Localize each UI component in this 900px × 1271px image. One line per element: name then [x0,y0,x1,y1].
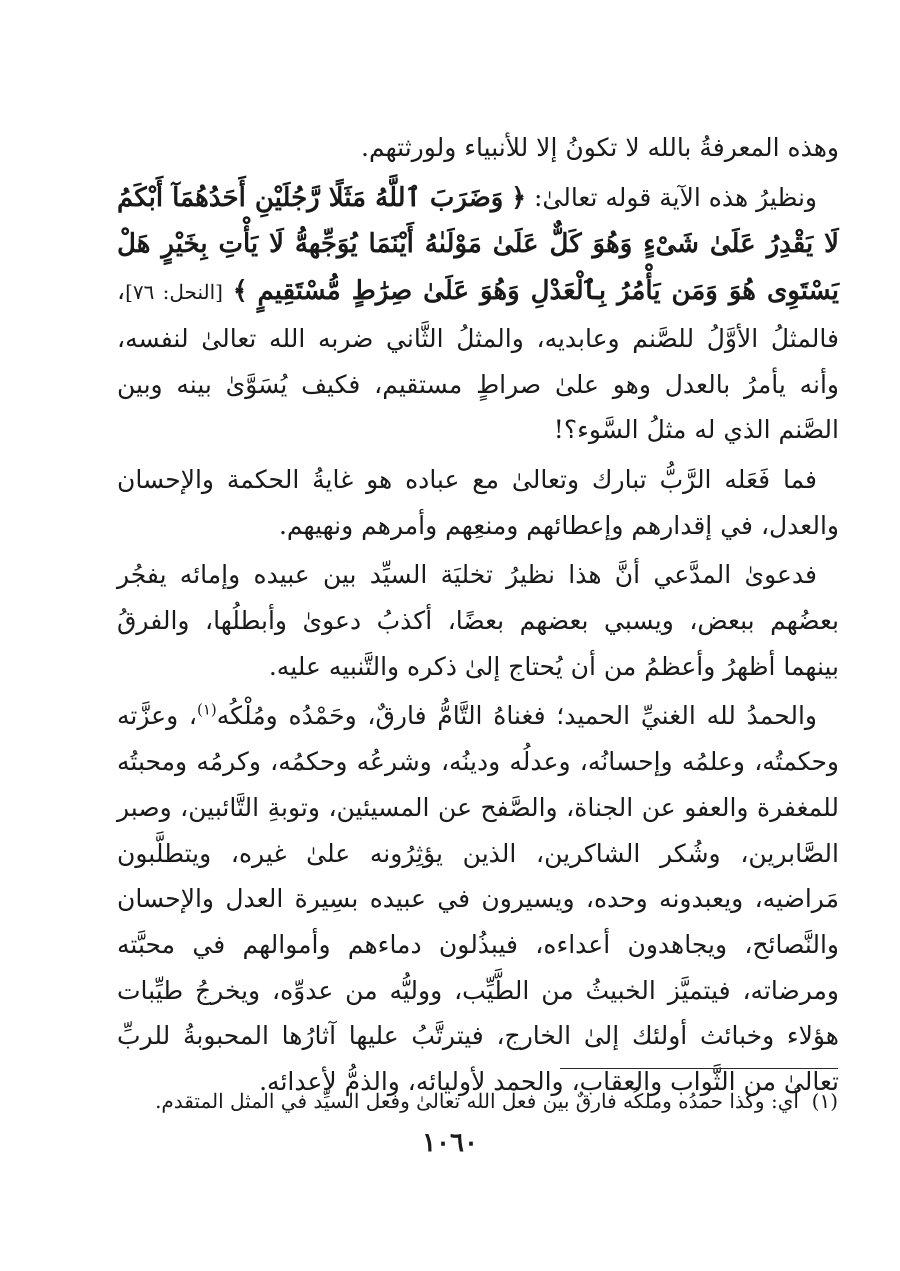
quran-verse: وَضَرَبَ ٱللَّهُ مَثَلًا رَّجُلَيْنِ أَحَدُهُمَآ أَبْكَمُ لَا يَقْدِرُ عَلَىٰ شَىْءٍ وَهُوَ كَلٌّ عَلَىٰ مَوْلَىٰهُ أَيْنَمَا يُوَجِّههُّ لَا يَأْتِ بِخَيْرٍ هَلْ يَسْتَوِى هُوَ وَمَن يَأْمُرُ بِٱلْعَدْلِ وَهُوَ عَلَىٰ صِرَٰطٍ مُّسْتَقِيمٍ [117,182,840,307]
page-number: ١٠٦٠ [422,1128,478,1158]
verse-citation: [النحل: ٧٦] [125,280,223,305]
paragraph-2-rest: ، فالمثلُ الأوَّلُ للصَّنم وعابديه، والمثلُ الثَّاني ضربه الله تعالىٰ لنفسه، وأنه يأمرُ بالعدل وهو علىٰ صراطٍ مستقيم، فكيف يُسَوَّىٰ بينه وبين الصَّنم الذي له مثلُ السَّوء؟! [117,276,839,445]
paragraph-4: فدعوىٰ المدَّعي أنَّ هذا نظيرُ تخليَة السيِّد بين عبيده وإمائه يفجُر بعضُهم ببعض، ويسبي بعضهم بعضًا، أكذبُ دعوىٰ وأبطلُها، والفرقُ بينهما أظهرُ وأعظمُ من أن يُحتاج إلىٰ ذكره والتَّنبيه عليه. [117,560,839,681]
paragraph-5-rest: ، وعزَّته وحكمتُه، وعلمُه وإحسانُه، وعدلُه ودينُه، وشرعُه وحكمُه، وكرمُه ومحبتُه للمغفرة والعفو عن الجناة، والصَّفح عن المسيئين، وتوبةِ التَّائبين، وصبر الصَّابرين، وشُكر الشاكرين، الذين يؤثِرُونه علىٰ غيره، ويتطلَّبون مَراضيه، ويعبدونه وحده، ويسيرون في عبيده بسِيرة العدل والإحسان والنَّصائح، ويجاهدون أعداءه، فيبذُلون دماءهم وأموالهم في محبَّته ومرضاته، فيتميَّز الخبيثُ من الطَّيِّب، ووليُّه من عدوِّه، ويخرجُ طيِّبات هؤلاء وخبائث أولئك إلىٰ الخارج، فيترتَّبُ عليها آثارُها المحبوبةُ للربِّ تعالىٰ من الثَّواب والعقاب، والحمد لأوليائه، والذمُّ لأعدائه. [117,701,839,1097]
verse-close-bracket: ﴾ [232,276,248,306]
footnote-marker: (١) [811,1089,838,1113]
footnote [116,1086,838,1116]
verse-open-bracket: ﴿ [511,182,526,212]
paragraph-2-intro: ونظيرُ هذه الآية قوله تعالىٰ: [533,182,817,212]
paragraph-3: فما فَعَله الرَّبُّ تبارك وتعالىٰ مع عباده هو غايةُ الحكمة والإحسان والعدل، في إقدارهم وإعطائهم ومنعِهم وأمرهم ونهيهم. [117,464,839,540]
footnote-text: أي: وكذا حمدُه وملكُه فارقٌ بين فعل الله تعالىٰ وفعل السيِّد في المثل المتقدم. [155,1089,799,1113]
footnote-reference[interactable]: (١) [196,701,217,720]
paragraph-5 [117,693,839,1104]
paragraph-5-start: والحمدُ لله الغنيِّ الحميد؛ فغناهُ التَّامُّ فارقٌ، وحَمْدُه ومُلْكُه [216,701,817,731]
paragraph-1: وهذه المعرفةُ بالله لا تكونُ إلا للأنبياء ولورثتهم. [361,133,839,162]
page-body [117,125,839,1109]
paragraph-2 [117,175,839,453]
footnote-separator [560,1068,838,1069]
